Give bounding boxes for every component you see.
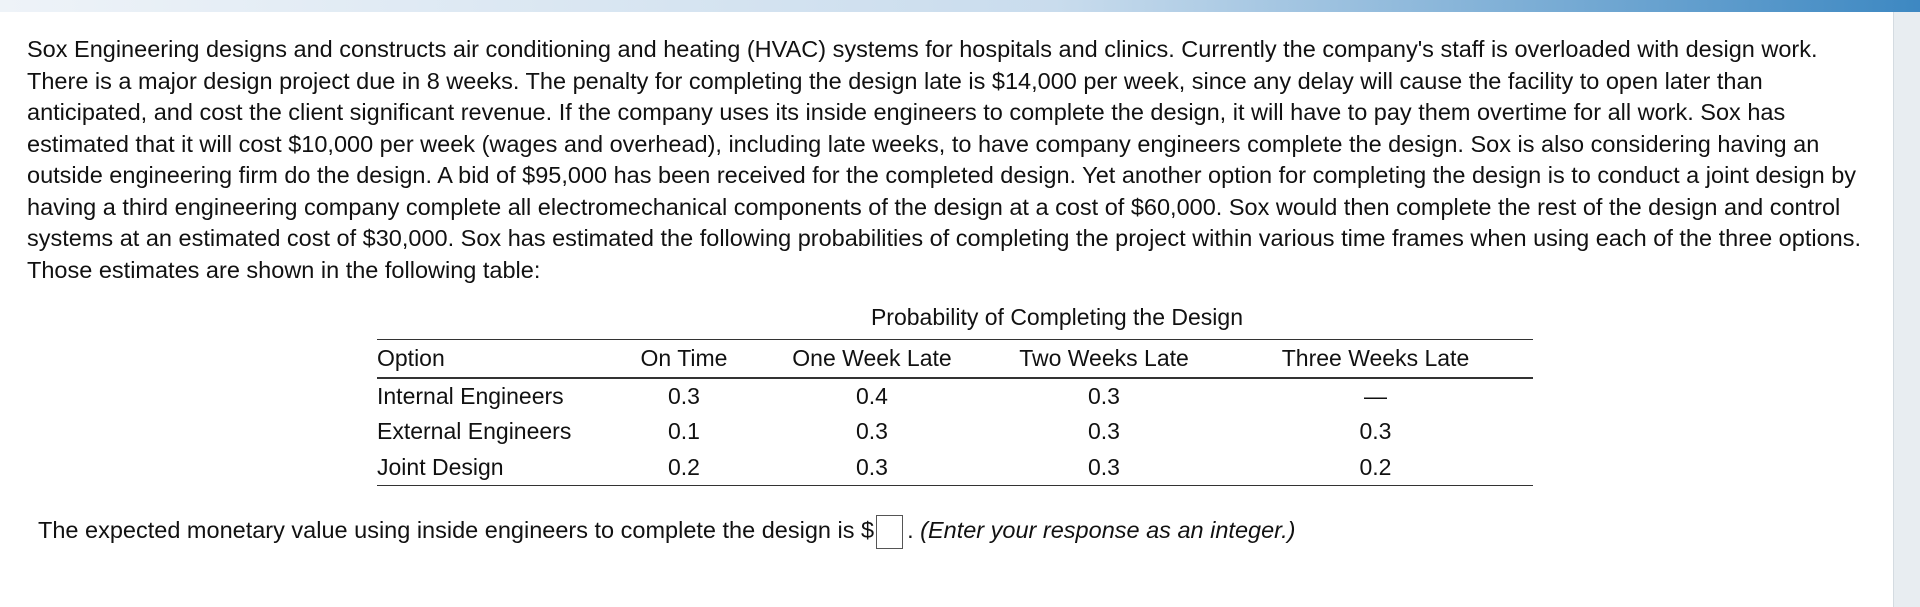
problem-statement: Sox Engineering designs and constructs air conditioning and heating (HVAC) systems for hospitals and clinics. Currently the company's staff is overloaded with design work. There is a major design project due in 8 weeks. The penalty for completing the design late is $14,000 per week, since any delay will cause the facility to open later than anticipated, and cost the client significant revenue. If the company uses its inside engineers to complete the design, it will have to pay them overtime for all work. Sox has estimated that it will cost $10,000 per week (wages and overhead), including late weeks, to have company engineers complete the design. Sox is also considering having an outside engineering firm do the design. A bid of $95,000 has been received for the completed design. Yet another option for completing the design is to conduct a joint design by having a third engineering company complete all electromechanical components of the design at a cost of $60,000. Sox would then complete the rest of the design and control systems at an estimated cost of $30,000. Sox has estimated the following probabilities of completing the project within various time frames when using each of the three options. Those estimates are shown in the following table: — [27, 36, 1861, 283]
header-one-week-late: One Week Late — [754, 339, 990, 378]
cell-three-weeks-late: 0.2 — [1218, 449, 1533, 486]
header-option: Option — [377, 339, 614, 378]
answer-hint: (Enter your response as an integer.) — [920, 517, 1296, 543]
cell-three-weeks-late: — — [1364, 383, 1387, 409]
header-two-weeks-late: Two Weeks Late — [990, 339, 1218, 378]
window-top-bar — [0, 0, 1920, 12]
right-scroll-strip[interactable] — [1893, 12, 1920, 607]
cell-one-week-late: 0.3 — [856, 418, 888, 444]
cell-two-weeks-late: 0.3 — [990, 449, 1218, 486]
table-row — [377, 449, 1533, 486]
cell-on-time: 0.1 — [668, 418, 700, 444]
row-option: Internal Engineers — [377, 383, 564, 409]
table-caption: Probability of Completing the Design — [870, 304, 1244, 330]
table-row — [377, 378, 1533, 414]
cell-two-weeks-late: 0.3 — [1088, 418, 1120, 444]
answer-suffix: . — [907, 517, 914, 543]
table-header-row — [377, 339, 1533, 378]
answer-line — [38, 514, 1295, 549]
probability-table-container — [377, 302, 1533, 480]
row-option: Joint Design — [377, 449, 614, 486]
header-on-time: On Time — [614, 339, 754, 378]
cell-three-weeks-late: 0.3 — [1359, 418, 1392, 444]
cell-on-time: 0.3 — [668, 383, 700, 409]
row-option: External Engineers — [377, 418, 572, 444]
probability-table — [377, 339, 1533, 486]
cell-one-week-late: 0.3 — [754, 449, 990, 486]
cell-on-time: 0.2 — [614, 449, 754, 486]
table-row — [377, 414, 1533, 449]
cell-two-weeks-late: 0.3 — [1088, 383, 1120, 409]
answer-input[interactable] — [876, 515, 903, 549]
header-three-weeks-late: Three Weeks Late — [1218, 339, 1533, 378]
cell-one-week-late: 0.4 — [856, 383, 888, 409]
answer-prompt: The expected monetary value using inside engineers to complete the design is $ — [38, 517, 875, 543]
